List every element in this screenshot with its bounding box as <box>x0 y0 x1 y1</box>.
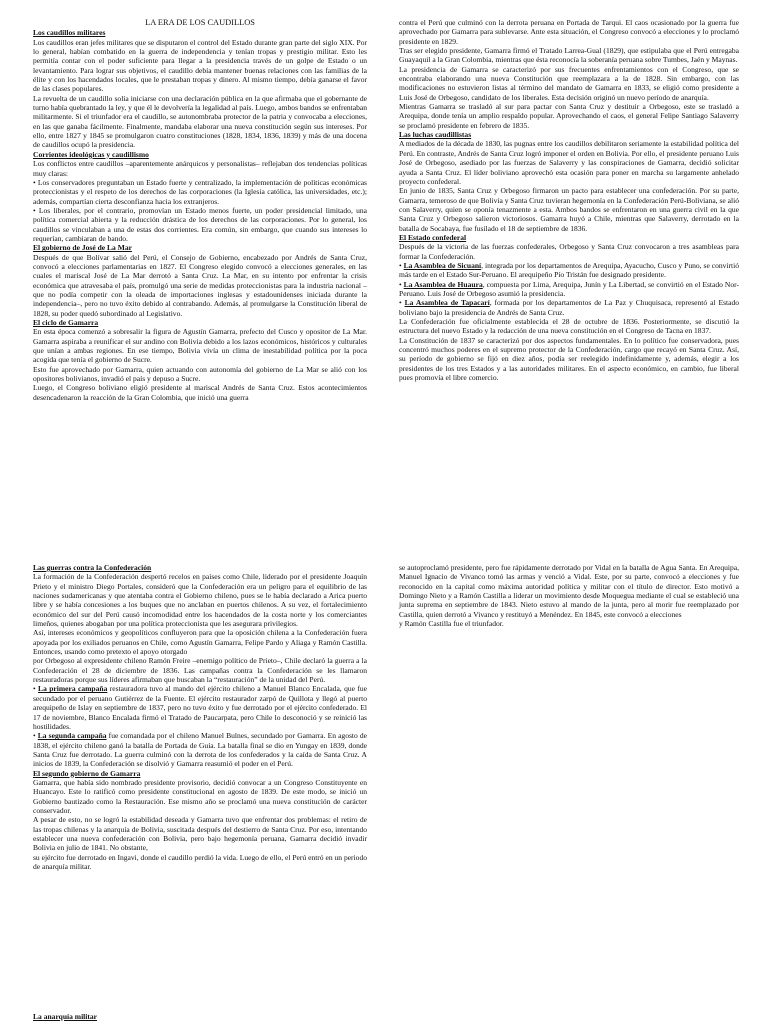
bullet-icon: • <box>399 279 404 289</box>
paragraph: se autoproclamó presidente, pero fue rápidamente derrotado por Vidal en la batalla de Agua Santa. En Arequipa, Manuel Ignacio de Vivanco tomó las armas y venció a Vidal. Este, por su parte, convocó a elecciones y fue reconocido en la capital como máxima autoridad política y militar con el título de director. Esto motivó a Domingo Nieto y a Ramón Castilla a liderar un movimiento desde Moquegua mediante el cual se estableció una junta suprema en septiembre de 1843. Nieto estuvo al mando de la junta, pero al morir fue reemplazado por Castilla, quien derrotó a Vivanco y restituyó a Menéndez. En 1845, este convocó a elecciones <box>399 563 739 619</box>
right-top-blocks <box>399 18 739 382</box>
paragraph: La formación de la Confederación despertó recelos en países como Chile, liderado por el presidente Joaquín Prieto y el ministro Diego Portales, consideró que la Confederación era un peligro para el equilibrio de las naciones sudamericanas y que atentaba contra el Gobierno chileno, pues se le había declarado a Arica puerto libre y se había concesiones a los buques que no anclaban en puertos chilenos. A su vez, el fortalecimiento económico del sur del Perú causó incomodidad entre los hacendados de la costa norte y los comerciantes limeños, quienes abogaban por una política proteccionista que les asegurara privilegios. <box>33 572 367 629</box>
section-heading <box>33 318 367 327</box>
section-heading-text: Corrientes ideológicas y caudillismo <box>33 149 149 159</box>
paragraph: Mientras Gamarra se trasladó al sur para pactar con Santa Cruz y destituir a Orbegoso, este se trasladó a Arequipa, donde tenía un amplio respaldo popular. Aprovechando el caos, el general Felipe Santiago Salaverry se proclamó presidente en febrero de 1835. <box>399 102 739 130</box>
left-bottom-blocks <box>33 563 367 871</box>
bullet-body-text: , formada por los departamentos de La Paz y Chuquisaca, representó al Estado boliviano bajo la presidencia de Andrés de Santa Cruz. <box>399 298 740 317</box>
section-heading-text: El segundo gobierno de Gamarra <box>33 768 141 778</box>
section-heading-text: Las luchas caudillistas <box>399 130 472 140</box>
document-title: LA ERA DE LOS CAUDILLOS <box>145 18 255 27</box>
right-column-top <box>399 18 739 382</box>
left-top-blocks <box>33 28 367 402</box>
section-heading <box>33 150 367 159</box>
bullet-lead-text: La segunda campaña <box>37 731 107 741</box>
bullet-paragraph <box>33 731 367 768</box>
paragraph: Después de que Bolívar salió del Perú, el Consejo de Gobierno, encabezado por Andrés de Santa Cruz, convocó a elecciones parlamentarias en 1827. El Congreso elegido convocó a elecciones generales, en las cuales el mariscal José de La Mar derrotó a Santa Cruz. La Mar, en su intento por enfrentar la crisis económica que atravesaba el país, promulgó una serie de medidas proteccionistas para la industria nacional –que no podía competir con la oleada de importaciones inglesas y estadounidenses iniciada durante la independencia–, pero no tuvo éxito debido al contrabando. Además, al promulgarse la Constitución liberal de 1828, su poder quedó subordinado al Legislativo. <box>33 252 367 318</box>
section-heading-text: Las guerras contra la Confederación <box>33 563 152 572</box>
paragraph: por Orbegoso al expresidente chileno Ramón Freire –enemigo político de Prieto–, Chile declaró la guerra a la Confederación el 28 de diciembre de 1836. Las campañas contra la Confederación se les llamaron restauradoras porque sus líderes afirmaban que buscaban la “restauración” de la unidad del Perú. <box>33 656 367 685</box>
paragraph: Esto fue aprovechado por Gamarra, quien actuando con autonomía del gobierno de La Mar se alió con los opositores bolivianos, invadió el país y depuso a Sucre. <box>33 364 367 384</box>
footer-heading <box>33 1012 367 1021</box>
paragraph: Después de la victoria de las fuerzas confederales, Orbegoso y Santa Cruz convocaron a tres asambleas para formar la Confederación. <box>399 242 739 261</box>
paragraph: su ejército fue derrotado en Ingavi, donde el caudillo perdió la vida. Luego de ello, el Perú entró en un periodo de anarquía militar. <box>33 852 367 871</box>
paragraph: Los caudillos eran jefes militares que se disputaron el control del Estado durante gran parte del siglo XIX. Por lo general, habían combatido en la guerra de independencia y tenían tropas y prestigio militar. Esto les permitía contar con el poder suficiente para llegar a la presidencia través de un golpe de Estado o un levantamiento. Para lograr sus objetivos, el caudillo debía mantener buenas relaciones con las familias de la élite y con los hacendados locales, que le prestaban tropas y dinero. Al mismo tiempo, debía ganarse el favor de las clases populares. <box>33 37 367 94</box>
section-heading-text: El Estado confederal <box>399 232 467 242</box>
section-heading-text: El gobierno de José de La Mar <box>33 243 132 253</box>
paragraph: La presidencia de Gamarra se caracterizó por sus frecuentes enfrentamientos con el Congreso, que se encontraba elaborando una nueva Constitución que reemplazara a la de 1828. Sin embargo, con las modificaciones no estuvieron listas al término del mandato de Gamarra en 1833, se eligió como presidente a Luis José de Orbegoso, candidato de los liberales. Esta decisión originó un nuevo período de anarquía. <box>399 64 739 102</box>
paragraph: contra el Perú que culminó con la derrota peruana en Portada de Tarqui. El caos ocasionado por la guerra fue aprovechado por Gamarra para sublevarse. Ante esta situación, el Congreso convocó a elecciones y lo proclamó presidente en 1829. <box>399 18 739 46</box>
bullet-body-text: restauradora tuvo al mando del ejército chileno a Manuel Blanco Encalada, que fue secundado por el peruano Gutiérrez de la Fuente. El ejército restaurador zarpó de Quillota y llegó al puerto arequipeño de Islay en septiembre de 1837, pero no tuvo éxito y fue derrotado por el ejército confederado. El 17 de noviembre, Blanco Encalada firmó el Tratado de Paucarpata, pero Chile lo desconoció y se reinició las hostilidades. <box>33 684 367 731</box>
section-heading-text: El ciclo de Gamarra <box>33 318 99 327</box>
section-heading <box>33 28 367 37</box>
paragraph: • Los conservadores preguntaban un Estado fuerte y centralizado, la implementación de políticas económicas proteccionistas y el respeto de los derechos de las corporaciones (la Iglesia católica, las universidades, etc.); además, compartían cierta desconfianza hacia los extranjeros. <box>33 177 367 206</box>
paragraph: En junio de 1835, Santa Cruz y Orbegoso firmaron un pacto para establecer una confederación. Por su parte, Gamarra, temeroso de que Bolivia y Santa Cruz tuvieran hegemonía en la Confederación Perú-Boliviana, se alió con Salaverry, quien se oponía tenazmente a esta. Ambos bandos se enfrentaron en una guerra civil en la que Santa Cruz y Orbegoso salieron victoriosos. Gamarra huyó a Chile, mientras que Salaverry, derrotado en la batalla de Socabaya, fue fusilado el 18 de septiembre de 1836. <box>399 186 739 233</box>
left-column-top <box>33 18 367 402</box>
bullet-icon: • <box>33 731 38 741</box>
section-heading-text: Los caudillos militares <box>33 28 106 38</box>
paragraph: La Confederación fue oficialmente establecida el 28 de octubre de 1836. Posteriormente, se discutió la estructura del nuevo Estado y la redacción de una nueva constitución en el Congreso de Tacna en 1837. <box>399 317 739 336</box>
bullet-paragraph <box>399 280 739 299</box>
bullet-lead-text: La Asamblea de Tapacarí <box>404 298 490 308</box>
bullet-icon: • <box>399 298 405 308</box>
paragraph: Tras ser elegido presidente, Gamarra firmó el Tratado Larrea-Gual (1829), que estipulaba que el Perú entregaba Guayaquil a la Gran Colombia, mientras que ésta reconocía la soberanía peruana sobre Tumbes, Jaén y Maynas. <box>399 46 739 65</box>
bullet-body-text: fue comandada por el chileno Manuel Bulnes, secundado por Gamarra. En agosto de 1838, el ejército chileno ganó la batalla de Portada de Guía. La batalla final se dio en Yungay en 1839, donde Santa Cruz fue derrotado. La guerra culminó con la derrota de los confederados y la caída de Santa Cruz. A inicios de 1839, la Confederación se disolvió y Gamarra reasumió el poder en el Perú. <box>33 731 368 769</box>
section-heading <box>399 130 739 139</box>
bullet-paragraph <box>399 298 739 317</box>
bullet-lead-text: La Asamblea de Sicuaní <box>403 260 482 270</box>
paragraph: En esta época comenzó a sobresalir la figura de Agustín Gamarra, prefecto del Cusco y opositor de La Mar. Gamarra aspiraba a reunificar el sur andino con Bolivia debido a los lazos económicos, históricos y culturales que unían a ambas regiones. En ese tiempo, Bolivia vivía un clima de inestabilidad política por la poca acogida que tenía el gobierno de Sucre. <box>33 327 367 365</box>
paragraph: Los conflictos entre caudillos –aparentemente anárquicos y personalistas– reflejaban dos tendencias políticas muy claras: <box>33 159 367 178</box>
paragraph: Gamarra, que había sido nombrado presidente provisorio, decidió convocar a un Congreso Constituyente en Huancayo. Este lo ratificó como presidente constitucional en agosto de 1839. De este modo, se inició un Gobierno bautizado como la Restauración. Ese mismo año se proclamó una nueva constitución de carácter conservador. <box>33 777 367 815</box>
right-bottom-blocks <box>399 563 739 628</box>
section-heading <box>33 243 367 252</box>
paragraph: Luego, el Congreso boliviano eligió presidente al mariscal Andrés de Santa Cruz. Estos acontecimientos desencadenaron la reacción de la Gran Colombia, que inició una guerra <box>33 383 367 402</box>
paragraph: Así, intereses económicos y geopolíticos confluyeron para que la oposición chilena a la Confederación fuera apoyada por los exiliados peruanos en Chile, como Agustín Gamarra, Felipe Pardo y Aliaga y Ramón Castilla. Entonces, usando como pretexto el apoyo otorgado <box>33 628 367 657</box>
bullet-body-text: , compuesta por Lima, Arequipa, Junín y La Libertad, se convirtió en el Estado Nor-Peruano. Luis José de Orbegoso asumió la presidencia. <box>399 279 740 298</box>
left-column-bottom <box>33 563 367 871</box>
paragraph: • Los liberales, por el contrario, promovían un Estado menos fuerte, un poder presidencial limitado, una política comercial abierta y la reducción drástica de los derechos de las corporaciones. Por lo general, los caudillos se vinculaban a una de estas dos corrientes. Era común, sin embargo, que cuando sus intereses lo requerían, cambiaran de bando. <box>33 205 367 243</box>
paragraph: La revuelta de un caudillo solía iniciarse con una declaración pública en la que afirmaba que el gobernante de turno había quebrantado la ley, y que él le devolvería la legalidad al país. Luego, ambos bandos se enfrentaban militarmente. Si el triunfador era el caudillo, se autonombraba protector de la patria y convocaba a elecciones, en las que ganaba fácilmente. Finalmente, mandaba elaborar una nueva constitución según sus intereses. Por ello, entre 1827 y 1845 se promulgaron cuatro constituciones (1828, 1834, 1836, 1839) y más de una docena de caudillos ocupó la presidencia. <box>33 93 367 150</box>
section-heading <box>33 563 367 572</box>
paragraph: y Ramón Castilla fue el triunfador. <box>399 619 504 629</box>
bullet-lead-text: La Asamblea de Huaura <box>403 279 483 289</box>
bullet-body-text: , integrada por los departamentos de Arequipa, Ayacucho, Cusco y Puno, se convirtió más tarde en el Estado Sur-Peruano. El arequipeño Pío Tristán fue designado presidente. <box>399 260 739 280</box>
paragraph: A pesar de esto, no se logró la estabilidad deseada y Gamarra tuvo que enfrentar dos problemas: el retiro de las tropas chilenas y la anarquía de Bolivia, suscitada después del destierro de Santa Cruz. Por eso, intentando establecer una nueva confederación con Bolivia, pero bajo hegemonía peruana, Gamarra decidió invadir Bolivia en julio de 1841. No obstante, <box>33 815 367 853</box>
section-heading: La anarquía militar <box>33 1012 98 1021</box>
bullet-paragraph <box>399 261 739 280</box>
bullet-paragraph <box>33 684 367 731</box>
section-heading <box>399 233 739 242</box>
section-heading <box>33 769 367 778</box>
paragraph: La Constitución de 1837 se caracterizó por dos aspectos fundamentales. En lo político fue conservadora, pues concentró muchos poderes en el supremo protector de la Confederación, cargo que recayó en Santa Cruz. Así, su período de gobierno se fijó en diez años, podía ser reelegido indefinidamente y, además, elegir a los presidentes de los tres Estados y a las autoridades militares. En el aspecto económico, en cambio, fue liberal pues promovía el libre comercio. <box>399 335 739 383</box>
paragraph: A mediados de la década de 1830, las pugnas entre los caudillos debilitaron seriamente la estabilidad política del Perú. En contraste, Andrés de Santa Cruz logró imponer el orden en Bolivia. Por ello, el presidente peruano Luis José de Orbegoso, asediado por las fuerzas de Salaverry y las conspiraciones de Gamarra, decidió solicitar ayuda a Santa Cruz. El líder boliviano aprovechó esta ocasión para poner en marcha su largamente anhelado proyecto confederal. <box>399 139 739 186</box>
bullet-icon: • <box>33 684 39 694</box>
bullet-icon: • <box>399 260 404 270</box>
bullet-lead-text: La primera campaña <box>38 684 108 694</box>
right-column-bottom <box>399 563 739 628</box>
